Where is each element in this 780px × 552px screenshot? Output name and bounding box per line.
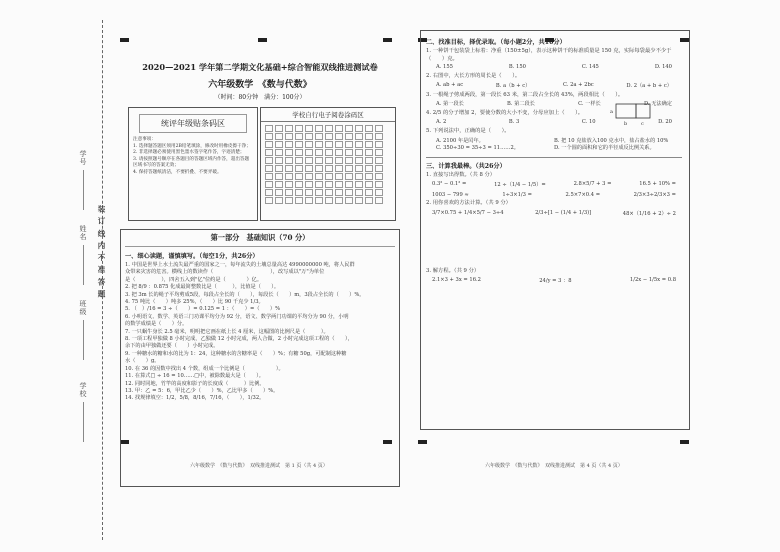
bubble-cell[interactable] xyxy=(315,157,323,164)
choice-option[interactable]: B. 3 xyxy=(508,118,520,125)
bubble-cell[interactable] xyxy=(275,125,283,132)
bubble-cell[interactable] xyxy=(295,189,303,196)
bubble-cell[interactable] xyxy=(325,181,333,188)
calc-item: 3/7×0.75 + 1/4×5/7 − 3÷4 xyxy=(432,209,504,216)
solve-title: 3. 解方程。（共 9 分） xyxy=(426,267,480,274)
bubble-cell[interactable] xyxy=(345,197,353,204)
bubble-cell[interactable] xyxy=(305,141,313,148)
bubble-cell[interactable] xyxy=(305,173,313,180)
bubble-cell[interactable] xyxy=(355,189,363,196)
bubble-cell[interactable] xyxy=(315,133,323,140)
bubble-cell[interactable] xyxy=(325,157,333,164)
bubble-cell[interactable] xyxy=(375,181,383,188)
exam-title: 2020—2021 学年第二学期文化基础+综合智能双线推进测试卷 xyxy=(142,62,378,72)
bubble-cell[interactable] xyxy=(355,181,363,188)
choice-question-stem: 1. 一种饼干包装袋上标着：净重（150±5g），表示这种饼干的标准质量是 150 克，实际每袋最少不少于（ ）克。 xyxy=(426,48,672,62)
question-line: 14. 找规律填空：1/2，5/8，8/16，7/16，（ ），1/32。 xyxy=(125,395,265,402)
bubble-cell[interactable] xyxy=(305,149,313,156)
choice-option[interactable]: D. 2（a + b + c） xyxy=(626,82,672,89)
binding-margin xyxy=(0,0,118,552)
choice-option[interactable]: C. 10 xyxy=(581,118,596,125)
bubble-cell[interactable] xyxy=(275,149,283,156)
bubble-cell[interactable] xyxy=(335,141,343,148)
choice-option[interactable]: D. 140 xyxy=(654,64,672,71)
bubble-cell[interactable] xyxy=(285,133,293,140)
calc-item: 48×（1/16 + 2）÷ 2 xyxy=(622,210,676,217)
calc-direct-title: 1. 直接写出得数。（共 8 分） xyxy=(426,171,496,178)
bubble-cell[interactable] xyxy=(355,149,363,156)
part-one-title: 第一部分 基础知识（70 分） xyxy=(125,230,395,247)
bubble-cell[interactable] xyxy=(335,165,343,172)
bubble-cell[interactable] xyxy=(365,173,373,180)
choice-option[interactable]: A. 2 xyxy=(436,118,447,125)
bubble-cell[interactable] xyxy=(295,181,303,188)
bubble-cell[interactable] xyxy=(285,181,293,188)
question-line: 6. 小明语文、数学、英语三门功课平均分为 92 分，语文、数学两门功课的平均分为 90 分，小明 xyxy=(125,313,349,320)
bubble-cell[interactable] xyxy=(315,141,323,148)
choice-options xyxy=(426,136,682,154)
bubble-cell[interactable] xyxy=(285,157,293,164)
section-two-title: 二、找准目标，择优录取。（每小题2分，共10分） xyxy=(426,39,566,46)
bubble-cell[interactable] xyxy=(315,181,323,188)
bubble-cell[interactable] xyxy=(305,125,313,132)
bubble-cell[interactable] xyxy=(305,165,313,172)
choice-question-stem: 4. 2/5 的分子增加 2，要使分数的大小不变，分母应加上（ ）。 xyxy=(426,110,584,117)
question-line: 1. 中国是世界上水土流失最严重的国家之一，每年流失的土壤总量高达 4990000000 吨，将人民群 xyxy=(125,262,355,268)
choice-option[interactable]: C. 2a + 2bc xyxy=(563,81,594,88)
bubble-cell[interactable] xyxy=(325,173,333,180)
calc-item: 2.5×7×0.4 = xyxy=(565,192,601,199)
notice-item: 2. 非选择题必须使用黑色墨水签字笔作答，字迹清楚； xyxy=(133,150,245,156)
bubble-cell[interactable] xyxy=(265,141,273,148)
bubble-cell[interactable] xyxy=(355,173,363,180)
registration-mark xyxy=(418,440,427,444)
bubble-cell[interactable] xyxy=(285,141,293,148)
calc-item: 1÷3×1/3 = xyxy=(502,192,532,199)
bubble-cell[interactable] xyxy=(325,133,333,140)
bubble-cell[interactable] xyxy=(315,173,323,180)
school-code-title: 学校自行电子阅卷涂码区 xyxy=(261,108,395,122)
bubble-cell[interactable] xyxy=(345,125,353,132)
bubble-cell[interactable] xyxy=(365,133,373,140)
notice-block xyxy=(129,133,257,177)
bubble-cell[interactable] xyxy=(305,189,313,196)
bubble-cell[interactable] xyxy=(285,189,293,196)
bubble-cell[interactable] xyxy=(295,125,303,132)
bubble-cell[interactable] xyxy=(315,125,323,132)
solve-item: 2.1×3 + 3x = 16.2 xyxy=(432,277,481,284)
bubble-cell[interactable] xyxy=(265,181,273,188)
right-page xyxy=(420,30,688,290)
bubble-cell[interactable] xyxy=(375,189,383,196)
bubble-cell[interactable] xyxy=(355,125,363,132)
bubble-cell[interactable] xyxy=(275,173,283,180)
left-page xyxy=(120,30,400,487)
bubble-cell[interactable] xyxy=(305,197,313,204)
bubble-cell[interactable] xyxy=(295,141,303,148)
bubble-cell[interactable] xyxy=(265,149,273,156)
barcode-area-title: 统评年级贴条码区 xyxy=(139,114,247,133)
bubble-cell[interactable] xyxy=(345,165,353,172)
bubble-cell[interactable] xyxy=(345,173,353,180)
bubble-cell[interactable] xyxy=(325,125,333,132)
margin-fill-line xyxy=(83,245,84,285)
bubble-cell[interactable] xyxy=(335,189,343,196)
bubble-cell[interactable] xyxy=(355,141,363,148)
bubble-cell[interactable] xyxy=(345,181,353,188)
solve-row xyxy=(426,275,682,286)
bubble-cell[interactable] xyxy=(265,189,273,196)
solve-item: 1/2x − 1/5x = 0.8 xyxy=(629,277,676,284)
calc-method-title: 2. 用你喜欢的方法计算。（共 9 分） xyxy=(426,200,511,207)
choice-option[interactable]: B. 把 10 克盐放入100 克水中，盐占盐水的 10% xyxy=(554,137,669,144)
bubble-cell[interactable] xyxy=(335,197,343,204)
bubble-cell[interactable] xyxy=(285,165,293,172)
calc-item: 1003 − 799 ≈ xyxy=(432,192,469,199)
question-line: 余下的由甲独做还要（ ）小时完成。 xyxy=(125,343,219,350)
margin-binding-warning: 装 订 线 内 不 准 答 题 xyxy=(97,205,106,299)
margin-label-student-id: 学号 xyxy=(79,150,87,166)
bubble-cell[interactable] xyxy=(315,197,323,204)
bubble-cell[interactable] xyxy=(375,125,383,132)
bubble-cell[interactable] xyxy=(335,181,343,188)
margin-label-school: 学校 xyxy=(79,382,87,398)
bubble-cell[interactable] xyxy=(315,189,323,196)
question-line: 11. 在算式□ ÷ 16 = 10……□中，被除数最大是（ ）。 xyxy=(125,373,264,380)
calc-row-1 xyxy=(426,179,682,190)
question-line: 5. （ ）/16 = 3 ÷（ ）= 0.125 = 1 ：（ ）=（ ）% xyxy=(125,306,281,313)
bubble-cell[interactable] xyxy=(265,173,273,180)
bubble-cell[interactable] xyxy=(275,157,283,164)
bubble-cell[interactable] xyxy=(315,165,323,172)
bubble-cell[interactable] xyxy=(275,189,283,196)
registration-mark xyxy=(680,440,689,444)
calc-row-2 xyxy=(426,190,682,200)
bubble-grid xyxy=(261,122,395,207)
bubble-cell[interactable] xyxy=(325,165,333,172)
school-code-area xyxy=(260,107,396,221)
bubble-cell[interactable] xyxy=(325,149,333,156)
bubble-cell[interactable] xyxy=(325,189,333,196)
bubble-cell[interactable] xyxy=(335,125,343,132)
question-list xyxy=(125,262,395,403)
rect-label-a: a xyxy=(610,109,613,115)
bubble-cell[interactable] xyxy=(265,165,273,172)
bubble-cell[interactable] xyxy=(355,157,363,164)
bubble-cell[interactable] xyxy=(355,133,363,140)
question-line: 的数学成绩是（ ）分。 xyxy=(125,321,188,328)
right-footer: 六年级数学 《数与代数》 双线推进测试 第 4 页（共 4 页） xyxy=(485,463,623,469)
bubble-cell[interactable] xyxy=(285,149,293,156)
bubble-cell[interactable] xyxy=(375,149,383,156)
notice-item: 4. 保持答题纸清洁，不要折叠、不要弄破。 xyxy=(133,169,222,175)
bubble-cell[interactable] xyxy=(295,133,303,140)
choice-option[interactable]: A. 2100 年是闰年。 xyxy=(436,137,484,144)
choice-option[interactable]: C. 145 xyxy=(581,64,599,71)
solve-item: 24/y = 3 ：8 xyxy=(539,278,572,285)
bubble-cell[interactable] xyxy=(275,181,283,188)
bubble-cell[interactable] xyxy=(335,157,343,164)
question-line: 众带来灾害的危害。横线上的数读作（ ），改写成以"万"为单位 xyxy=(125,269,325,276)
notice-item: 3. 请按照题号顺序在各题目的答题区域内作答，超出答题区域书写的答案无效； xyxy=(133,156,250,169)
bubble-cell[interactable] xyxy=(275,133,283,140)
bubble-cell[interactable] xyxy=(285,197,293,204)
margin-fill-line xyxy=(83,402,84,442)
rectangle-figure xyxy=(610,100,656,126)
bubble-cell[interactable] xyxy=(325,141,333,148)
calc-item: 2.8×5/7 + 3 = xyxy=(573,181,612,188)
choice-question-stem: 3. 一根绳子剪成两段，第一段长 63 米，第二段占全长的 43%，两段相比（ ）。 xyxy=(426,91,624,98)
bubble-cell[interactable] xyxy=(295,149,303,156)
bubble-cell[interactable] xyxy=(365,125,373,132)
calc-item: 2/3×3÷2/3×3 = xyxy=(633,192,676,199)
bubble-cell[interactable] xyxy=(375,173,383,180)
bubble-cell[interactable] xyxy=(265,157,273,164)
bubble-cell[interactable] xyxy=(375,165,383,172)
choice-options xyxy=(426,63,682,73)
bubble-cell[interactable] xyxy=(365,181,373,188)
choice-question-stem: 5. 下列说法中，正确的是（ ）。 xyxy=(426,127,510,134)
bubble-cell[interactable] xyxy=(315,149,323,156)
question-line: 3. 把 3m 长的绳子平均剪成5段，每段占全长的（ ），每段长（ ）m，3段占全长的（ ）%。 xyxy=(125,291,365,298)
header-boxes xyxy=(120,107,400,227)
bubble-cell[interactable] xyxy=(355,197,363,204)
calc-item: 0.3² − 0.1² = xyxy=(432,181,467,188)
calc-item: 12 ÷（1/4 − 1/5）= xyxy=(494,182,546,189)
choice-option[interactable]: B. 150 xyxy=(508,64,526,71)
notice-item: 1. 选择题答题区须用2B铅笔填涂，修改时用橡皮擦干净； xyxy=(133,143,251,149)
bubble-cell[interactable] xyxy=(265,197,273,204)
bubble-cell[interactable] xyxy=(345,157,353,164)
bubble-cell[interactable] xyxy=(285,125,293,132)
bubble-cell[interactable] xyxy=(295,157,303,164)
question-line: 4. 75 吨比（ ）吨多 25%，（ ）比 90 千克少 1/3。 xyxy=(125,299,264,306)
margin-fill-line xyxy=(83,170,84,210)
bubble-cell[interactable] xyxy=(365,149,373,156)
calc-item: 2/3÷[1 − (1/4 + 1/3)] xyxy=(535,209,592,216)
barcode-area xyxy=(128,107,258,221)
choice-option[interactable]: C. 一样长 xyxy=(578,101,601,108)
choice-options xyxy=(426,81,682,92)
choice-option[interactable]: A. 155 xyxy=(436,64,453,71)
choice-option[interactable]: D. 20 xyxy=(658,118,672,125)
notice-title: 注意事项： xyxy=(133,137,156,142)
question-line: 水（ ）g。 xyxy=(125,358,160,365)
bubble-cell[interactable] xyxy=(365,141,373,148)
choice-option[interactable]: D. 一个圆的面积和它的半径成反比例关系。 xyxy=(554,144,655,151)
bubble-cell[interactable] xyxy=(375,157,383,164)
bubble-cell[interactable] xyxy=(375,133,383,140)
choice-option[interactable]: A. ab + ac xyxy=(436,81,464,88)
bubble-cell[interactable] xyxy=(275,197,283,204)
left-footer: 六年级数学 《数与代数》 双线推进测试 第 1 页（共 4 页） xyxy=(190,463,328,469)
calc-item: 16.5 + 10% = xyxy=(639,181,676,188)
bubble-cell[interactable] xyxy=(265,133,273,140)
choice-option[interactable]: B. a（b + c） xyxy=(495,82,531,89)
bubble-cell[interactable] xyxy=(335,173,343,180)
bubble-cell[interactable] xyxy=(295,165,303,172)
rect-label-c: c xyxy=(641,121,644,126)
bubble-cell[interactable] xyxy=(365,197,373,204)
section-one-title: 一、细心读题，谨慎填写。（每空1分，共26分） xyxy=(125,253,259,260)
bubble-cell[interactable] xyxy=(275,165,283,172)
bubble-cell[interactable] xyxy=(305,133,313,140)
bubble-cell[interactable] xyxy=(265,125,273,132)
margin-label-name: 姓名 xyxy=(79,225,87,241)
bubble-cell[interactable] xyxy=(345,133,353,140)
bubble-cell[interactable] xyxy=(375,197,383,204)
bubble-cell[interactable] xyxy=(285,173,293,180)
question-line: 7. 一只蜗牛身长 2.5 毫米，明明把它画在纸上长 4 厘米，这幅图的比例尺是（ ）。 xyxy=(125,328,329,335)
exam-subject: 六年级数学 《数与代数》 xyxy=(208,80,312,90)
bubble-cell[interactable] xyxy=(355,165,363,172)
question-line: 9. 一种糖水的糖和水的比为 1：24，这种糖水的含糖率是（ ）%；有糖 50g，可配制这种糖 xyxy=(125,350,347,357)
bubble-cell[interactable] xyxy=(305,181,313,188)
question-line: 10. 在 36 的因数中找出 4 个数，组成一个比例是（ ）。 xyxy=(125,365,284,372)
margin-label-class: 班级 xyxy=(79,300,87,316)
rect-label-b: b xyxy=(624,121,628,126)
margin-fill-line xyxy=(83,320,84,360)
bubble-cell[interactable] xyxy=(275,141,283,148)
question-line: 是（ ），四舍五入到"亿"位约是（ ）亿。 xyxy=(125,276,263,283)
exam-time-info: （时间：80分钟 满分：100分） xyxy=(214,94,306,101)
bubble-cell[interactable] xyxy=(345,189,353,196)
question-line: 13. 甲：乙 = 5：6，甲比乙少（ ）%，乙比甲多（ ）%。 xyxy=(125,387,279,394)
calc-row-3 xyxy=(426,208,682,268)
section-three-title: 三、计算我最棒。（共26分） xyxy=(426,157,682,170)
part-one xyxy=(120,229,400,487)
bubble-cell[interactable] xyxy=(345,149,353,156)
choice-option[interactable]: C. 350÷30 = 35÷3 = 11……2。 xyxy=(436,144,519,151)
choice-option[interactable]: B. 第二段长 xyxy=(507,101,535,108)
question-line: 2. 把 8/9 ：0.875 化成最简整数比是（ ），比值是（ ）。 xyxy=(125,284,280,291)
choice-option[interactable]: A. 第一段长 xyxy=(436,101,464,108)
bubble-cell[interactable] xyxy=(295,173,303,180)
bubble-cell[interactable] xyxy=(305,157,313,164)
bubble-cell[interactable] xyxy=(325,197,333,204)
bubble-cell[interactable] xyxy=(365,165,373,172)
bubble-cell[interactable] xyxy=(295,197,303,204)
question-line: 8. 一项工程甲独做 8 小时完成，乙独做 12 小时完成，两人合做，2 小时完成这项工程的（ ）， xyxy=(125,336,353,343)
question-line: 12. 同时同地，竹竿的高度和影子的长度成（ ）比例。 xyxy=(125,380,265,387)
bubble-cell[interactable] xyxy=(345,141,353,148)
bubble-cell[interactable] xyxy=(365,157,373,164)
bubble-cell[interactable] xyxy=(335,149,343,156)
bubble-cell[interactable] xyxy=(365,189,373,196)
choice-option[interactable]: D. 无法确定 xyxy=(643,101,672,108)
bubble-cell[interactable] xyxy=(335,133,343,140)
choice-question-stem: 2. 右图中，大长方形的周长是（ ）。 xyxy=(426,73,521,80)
bubble-cell[interactable] xyxy=(375,141,383,148)
